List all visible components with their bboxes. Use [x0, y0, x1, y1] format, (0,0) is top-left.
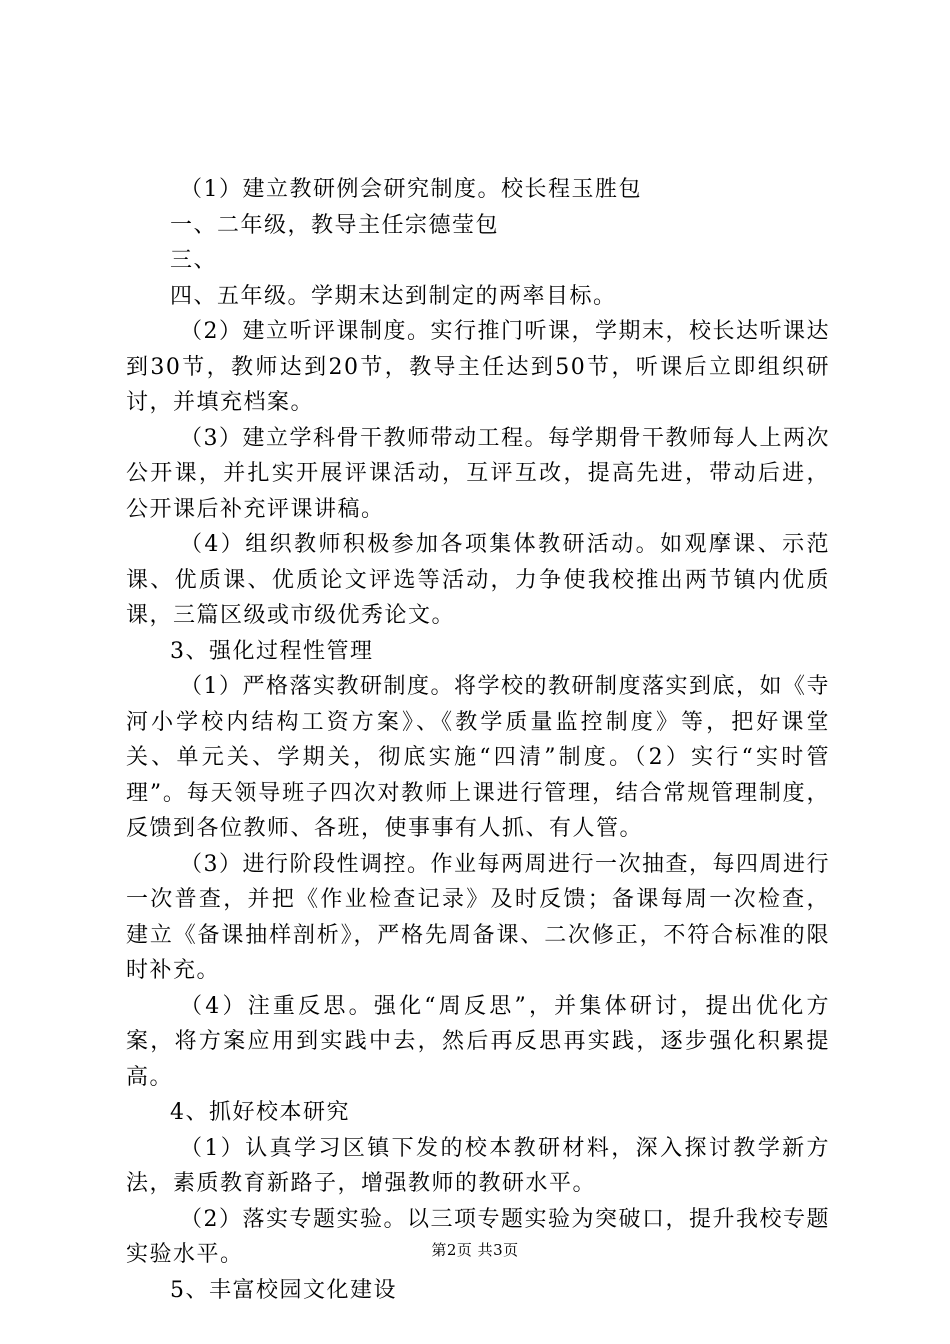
section-heading-5-campus-culture: 5、丰富校园文化建设: [170, 1277, 397, 1303]
paragraph-7-collective-research: （4）组织教师积极参加各项集体教研活动。如观摩课、示范课、优质课、优质论文评选等活动，力争使我校推出两节镇内优质课，三篇区级或市级优秀论文。: [126, 532, 830, 628]
paragraph-14-special-experiments: （2）落实专题实验。以三项专题实验为突破口，提升我校专题实验水平。: [126, 1206, 830, 1267]
paragraph-6-backbone-teachers: （3）建立学科骨干教师带动工程。每学期骨干教师每人上两次公开课，并扎实开展评课活动，互评互改，提高先进，带动后进，公开课后补充评课讲稿。: [126, 425, 830, 522]
section-heading-3-process-management: 3、强化过程性管理: [170, 638, 374, 664]
paragraph-5-lesson-observation: （2）建立听评课制度。实行推门听课，学期末，校长达听课达到30节，教师达到20节，教导主任达到50节，听课后立即组织研讨，并填充档案。: [126, 319, 830, 415]
section-heading-4-school-research: 4、抓好校本研究: [170, 1100, 350, 1125]
paragraph-3-grade-three: 三、: [170, 248, 218, 273]
page-footer: [0, 1240, 950, 1260]
paragraph-4-grades-four-five: 四、五年级。学期末达到制定的两率目标。: [170, 283, 617, 309]
paragraph-9-research-system: （1）严格落实教研制度。将学校的教研制度落实到底，如《寺河小学校内结构工资方案》、《教学质量监控制度》等，把好课堂关、单元关、学期关，彻底实施“四清”制度。（2）实行“实时管理”。每天领导班子四次对教师上课进行管理，结合常规管理制度，反馈到各位教师、各班，使事事有人抓、有人管。: [126, 674, 830, 841]
paragraph-11-reflection: （4）注重反思。强化“周反思”，并集体研讨，提出优化方案，将方案应用到实践中去，然后再反思再实践，逐步强化积累提高。: [126, 993, 830, 1090]
paragraph-13-study-materials: （1）认真学习区镇下发的校本教研材料，深入探讨教学新方法，素质教育新路子，增强教师的教研水平。: [126, 1135, 830, 1196]
page-number-label: 第2页 共3页: [431, 1241, 519, 1259]
paragraph-10-stage-control: （3）进行阶段性调控。作业每两周进行一次抽查，每四周进行一次普查，并把《作业检查记录》及时反馈；备课每周一次检查，建立《备课抽样剖析》，严格先周备课、二次修正，不符合标准的限时补充。: [126, 851, 830, 983]
document-body: [126, 172, 830, 1308]
paragraph-2-grades-one-two: 一、二年级，教导主任宗德莹包: [170, 212, 500, 238]
paragraph-1-research-meeting: （1）建立教研例会研究制度。校长程玉胜包: [180, 177, 642, 202]
